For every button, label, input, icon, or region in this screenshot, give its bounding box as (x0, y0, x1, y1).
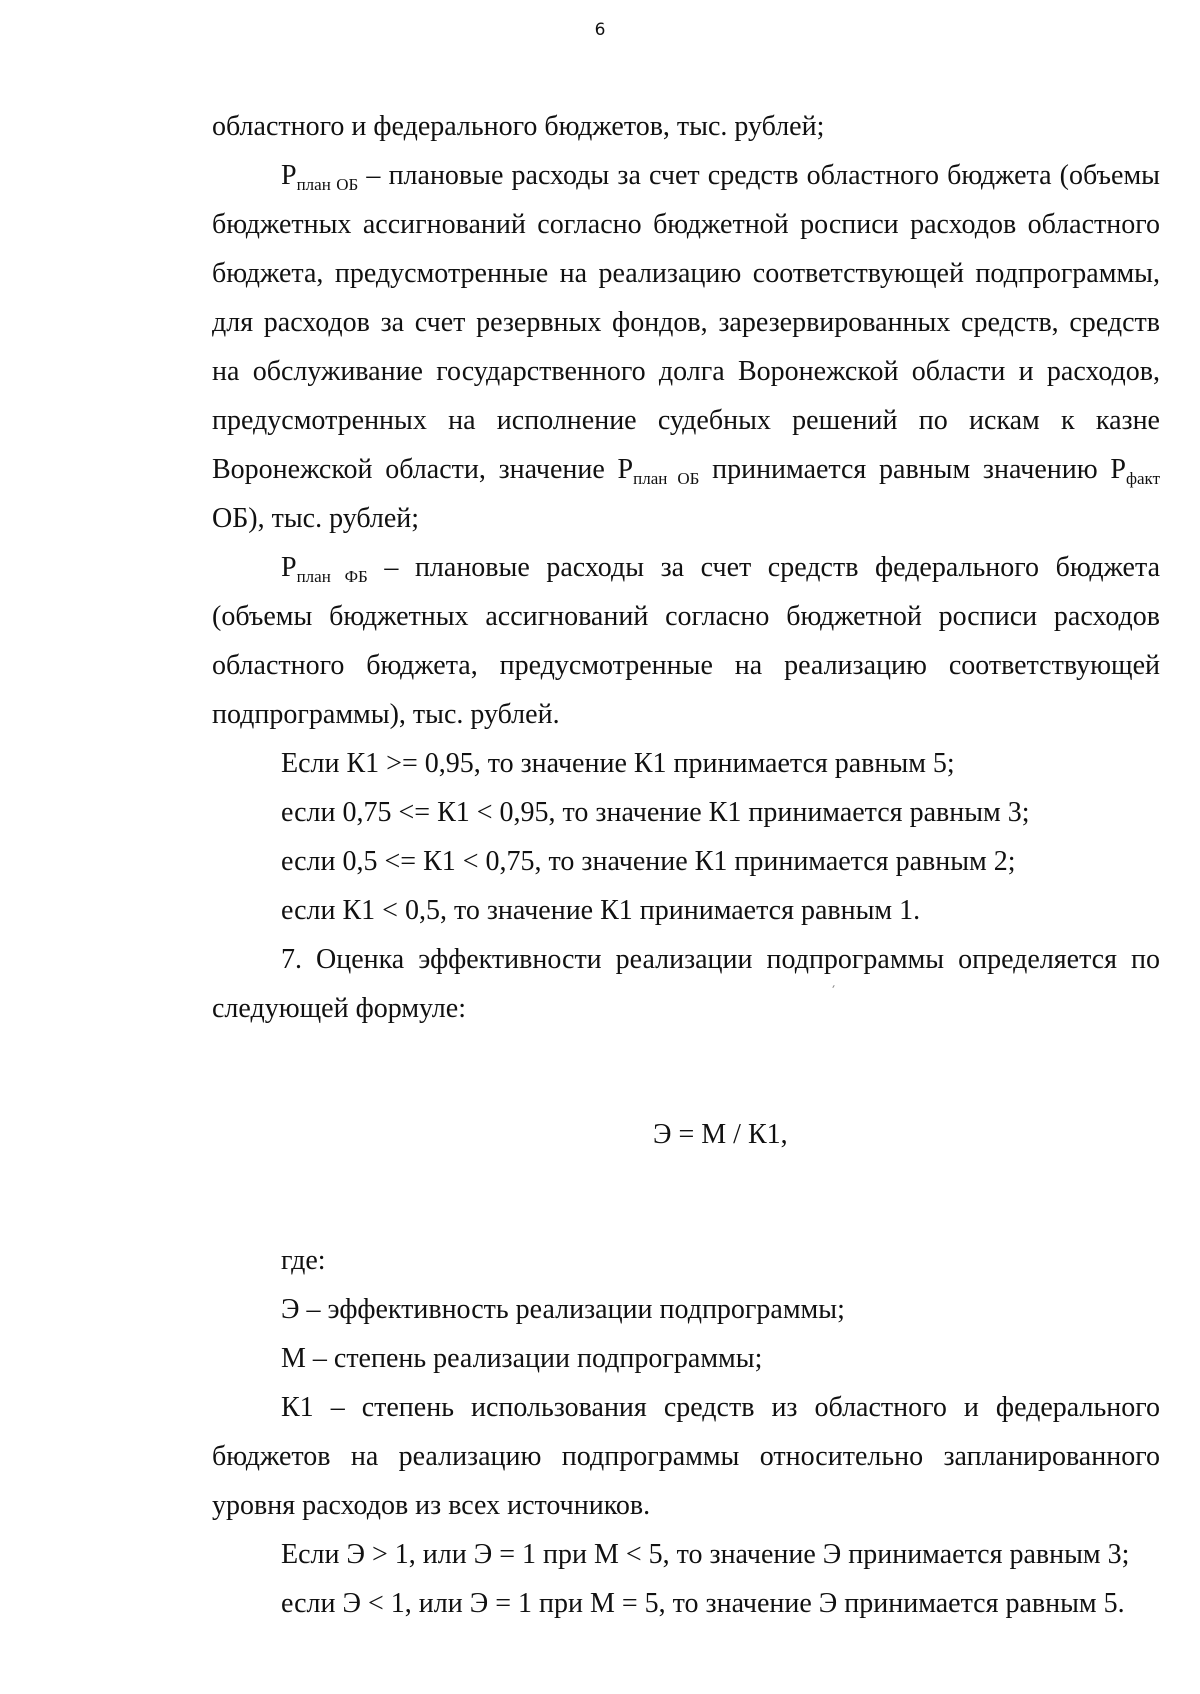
definition-text: – плановые расходы за счет средств областного бюджета (объемы бюджетных ассигнований согласно бюджетной росписи расходов областного бюджета, предусмотренные на реализацию соответствующей подпрограммы, для расходов за счет резервных фондов, зарезервированных средств, средств на обслуживание государственного долга Воронежской области и расходов, предусмотренных на исполнение судебных решений по искам к казне Воронежской области, значение (212, 160, 1160, 485)
e-condition: Если Э > 1, или Э = 1 при М < 5, то значение Э принимается равным 3; (281, 1539, 1130, 1570)
symbol-p: Р (281, 552, 297, 583)
document-body (212, 102, 1160, 1628)
subscript-plan-ob: план ОБ (633, 469, 700, 488)
definition-m: М – степень реализации подпрограммы; (281, 1343, 763, 1374)
subscript-plan-ob: план ОБ (296, 175, 359, 194)
definition-text: – плановые расходы за счет средств федерального бюджета (объемы бюджетных ассигнований согласно бюджетной росписи расходов областного бюджета, предусмотренные на реализацию соответствующей подпрограммы), тыс. рублей. (212, 552, 1160, 730)
k1-condition: если 0,75 <= К1 < 0,95, то значение К1 принимается равным 3; (281, 797, 1030, 828)
definition-text: принимается равным значению (699, 454, 1111, 485)
symbol-p: Р (281, 160, 297, 191)
where-label: где: (281, 1245, 326, 1276)
subscript-plan-fb: план ФБ (296, 567, 368, 586)
paragraph-p-plan-ob (212, 151, 1160, 543)
paragraph-item-7: 7. Оценка эффективности реализации подпрограммы определяется по следующей формуле: (212, 944, 1160, 1024)
symbol-p: Р (617, 454, 634, 485)
page-number: 6 (594, 20, 606, 40)
paragraph-budgets: областного и федерального бюджетов, тыс. рублей; (212, 111, 825, 142)
definition-e: Э – эффективность реализации подпрограммы; (281, 1294, 845, 1325)
definition-k1: К1 – степень использования средств из областного и федерального бюджетов на реализацию подпрограммы относительно запланированного уровня расходов из всех источников. (212, 1392, 1160, 1521)
k1-condition: если 0,5 <= К1 < 0,75, то значение К1 принимается равным 2; (281, 846, 1016, 877)
paragraph-p-plan-fb (212, 543, 1160, 739)
symbol-p: Р (1110, 454, 1126, 485)
k1-condition: если К1 < 0,5, то значение К1 принимается равным 1. (281, 895, 921, 926)
definition-text: ОБ), тыс. рублей; (212, 503, 420, 534)
k1-condition: Если К1 >= 0,95, то значение К1 принимается равным 5; (281, 748, 955, 779)
subscript-fact: факт (1125, 469, 1160, 488)
formula-efficiency: Э = М / К1, (653, 1119, 788, 1150)
e-condition: если Э < 1, или Э = 1 при М = 5, то значение Э принимается равным 5. (281, 1588, 1125, 1619)
